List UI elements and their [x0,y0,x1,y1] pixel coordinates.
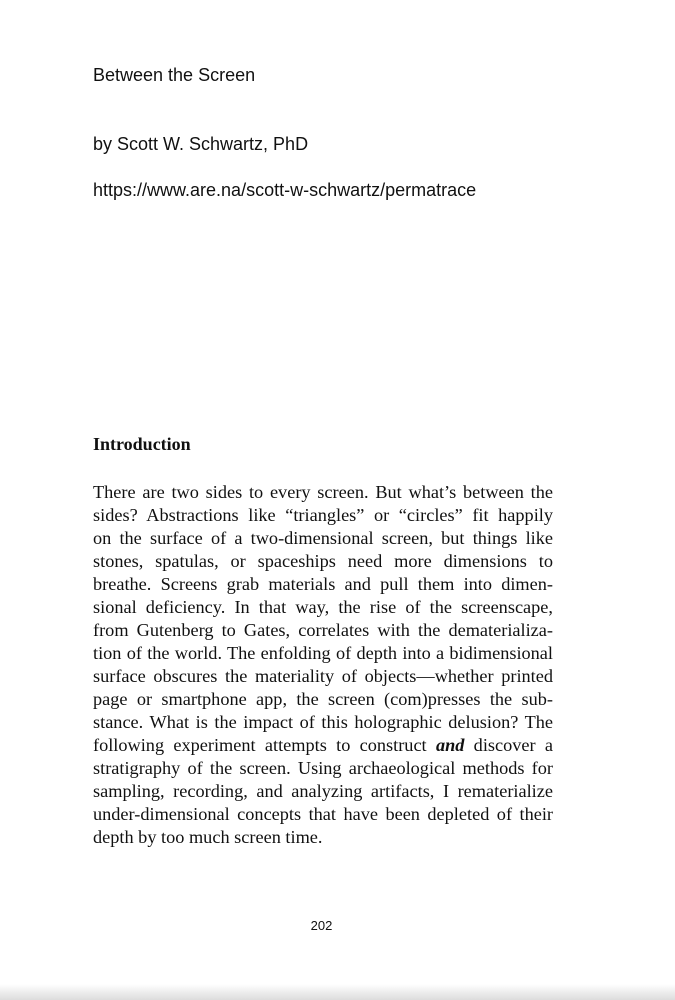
paragraph-line: from Gutenberg to Gates, correlates with the dematerializa- [93,620,553,640]
section-heading: Introduction [93,434,191,454]
paragraph-line: sides? Abstractions like “triangles” or “circles” fit happily [93,505,553,525]
paragraph-line: stance. What is the impact of this holographic delusion? The [93,712,553,732]
source-url: https://www.are.na/scott-w-schwartz/permatrace [93,180,477,200]
paragraph-line: stratigraphy of the screen. Using archaeological methods for [93,758,553,778]
paragraph-line: under-dimensional concepts that have been depleted of their [93,804,553,824]
emphasized-word: and [435,735,465,755]
paragraph-line-with-emphasis [93,734,553,757]
paragraph-line: page or smartphone app, the screen (com)presses the sub- [93,689,553,709]
paragraph-line: sampling, recording, and analyzing artifacts, I rematerialize [93,781,553,801]
paragraph-line: surface obscures the materiality of objects—whether printed [93,666,553,686]
page-bottom-shadow [0,984,675,1000]
document-title: Between the Screen [93,65,256,85]
line-text-before: following experiment attempts to construct [93,735,436,755]
author-byline: by Scott W. Schwartz, PhD [93,134,309,154]
body-paragraph [93,481,553,849]
page-number: 202 [310,918,333,933]
paragraph-line: breathe. Screens grab materials and pull them into dimen- [93,574,553,594]
paragraph-line: There are two sides to every screen. But what’s between the [93,482,553,502]
paragraph-line: tion of the world. The enfolding of depth into a bidimensional [93,643,553,663]
line-text-after: discover a [464,735,554,755]
paragraph-line: depth by too much screen time. [93,827,323,847]
paragraph-line: sional deficiency. In that way, the rise of the screenscape, [93,597,553,617]
paragraph-line: on the surface of a two-dimensional screen, but things like [93,528,553,548]
paragraph-line: stones, spatulas, or spaceships need more dimensions to [93,551,553,571]
